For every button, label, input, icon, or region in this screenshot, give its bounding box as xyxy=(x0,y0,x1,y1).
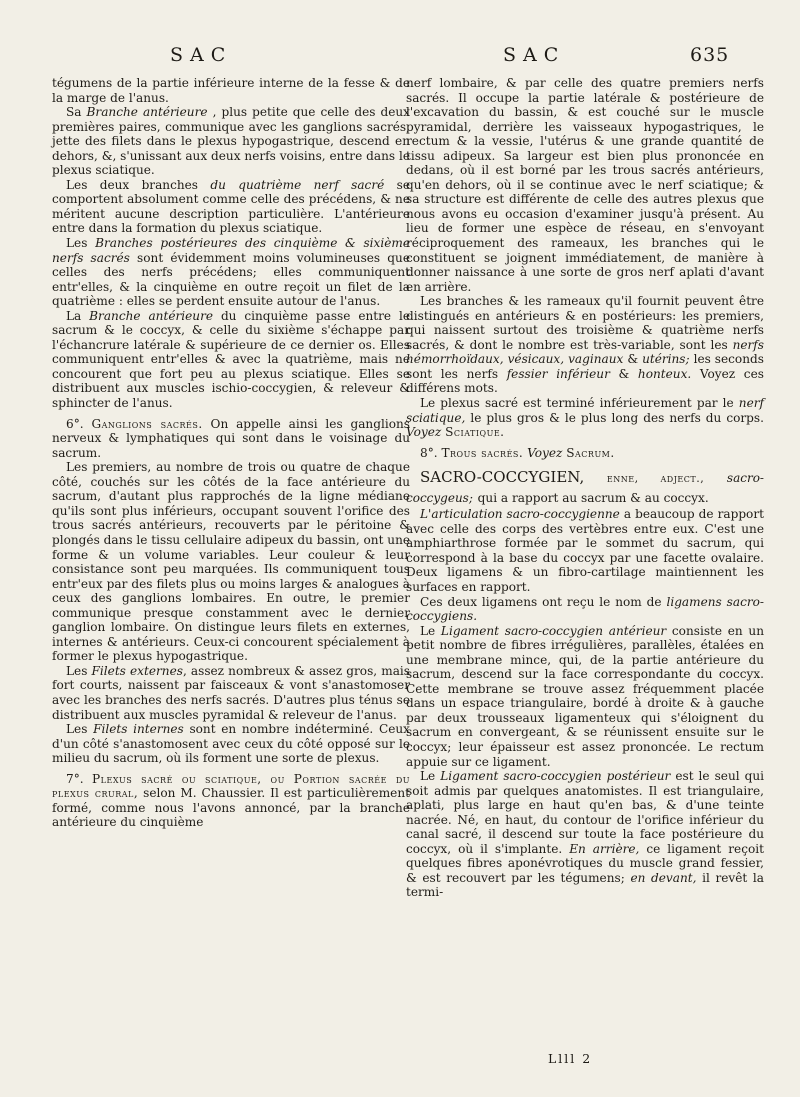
running-head-right: SAC xyxy=(503,44,566,66)
paragraph: Les Branches postérieures des cinquième & sixième nerfs sacrés sont évidemment moins volumineuses que celles des nerfs précédens; elles communiquent entr'elles, & la cinquième en outre reçoit un filet de la quatrième : elles se perdent ensuite autour de l'anus. xyxy=(52,236,410,309)
entry-definition: qui a rapport au sacrum & au coccyx. xyxy=(477,491,709,506)
cross-reference: Voyez xyxy=(527,445,563,460)
paragraph: Le Ligament sacro-coccygien antérieur consiste en un petit nombre de fibres irrégulières, parallèles, étalées en une membrane mince, qui, de la partie antérieure du sacrum, descend sur la face correspondante du coccyx. Cette membrane se trouve assez fréquemment placée dans un espace triangulaire, bordé à droite & à gauche par deux trousseaux ligamenteux qui s'éloignent du sacrum en convergeant, & se réunissent ensuite sur le coccyx; leur épaisseur est assez prononcée. Le rectum appuie sur ce ligament. xyxy=(406,623,764,769)
section-heading-8: 8°. Trous sacrés. Voyez Sacrum. xyxy=(420,445,615,460)
section-title: Trous sacrés. xyxy=(441,445,524,460)
italic-term: nerf sciatique, xyxy=(406,396,764,425)
entry-grammar: enne, adject., xyxy=(606,472,705,486)
italic-term: honteux. xyxy=(637,366,692,381)
italic-term: utérins; xyxy=(642,352,690,367)
signature-mark: Llll 2 xyxy=(548,1051,593,1066)
section-heading-7: 7°. Plexus sacré ou sciatique, ou Portion sacrée du plexus crural, selon M. Chaussier. Il est particulièrement formé, comme nous l'avons annoncé, par la branche antérieure du cinquième xyxy=(52,771,410,830)
paragraph: Les Filets externes, assez nombreux & assez gros, mais fort courts, naissent par faisceaux & vont s'anastomoser avec les branches des nerfs sacrés. D'autres plus ténus se distribuent aux muscles pyramidal & releveur de l'anus. xyxy=(52,663,410,722)
italic-term: nerfs hémorrhoïdaux, vésicaux, vaginaux xyxy=(406,337,764,367)
italic-term: ligamens sacro-coccygiens. xyxy=(406,594,764,624)
paragraph: tégumens de la partie inférieure interne de la fesse & de la marge de l'anus. xyxy=(52,76,410,105)
running-head-left: SAC xyxy=(170,44,233,66)
section-title: Plexus sacré ou sciatique, ou Portion sacrée du plexus crural, xyxy=(52,771,410,801)
entry-heading xyxy=(406,468,764,507)
italic-term: en devant, xyxy=(630,870,697,885)
italic-term: Filets internes xyxy=(93,722,184,737)
page-number: 635 xyxy=(690,44,730,66)
right-column xyxy=(406,76,764,900)
italic-term: En arrière, xyxy=(569,841,640,856)
italic-term: fessier inférieur xyxy=(506,366,610,381)
paragraph: Sa Branche antérieure , plus petite que celle des deux premières paires, communique avec les ganglions sacrés, jette des filets dans le plexus hypogastrique, descend en dehors, &, s'unissant aux deux nerfs voisins, entre dans le plexus sciatique. xyxy=(52,105,410,178)
italic-term: L'articulation sacro-coccygienne xyxy=(420,507,620,522)
paragraph: Le plexus sacré est terminé inférieurement par le nerf sciatique, le plus gros & le plus long des nerfs du corps. Voyez Sciatique. xyxy=(406,396,764,440)
left-column xyxy=(52,76,410,830)
entry-title: SACRO-COCCYGIEN, xyxy=(420,468,585,487)
paragraph: Le Ligament sacro-coccygien postérieur est le seul qui soit admis par quelques anatomistes. Il est triangulaire, aplati, plus large en haut qu'en bas, & d'une teinte nacrée. Né, en haut, du contour de l'orifice inférieur du canal sacré, il descend sur toute la face postérieure du coccyx, où il s'implante. En arrière, ce ligament reçoit quelques fibres aponévrotiques du muscle grand fessier, & est recouvert par les tégumens; en devant, il revêt la termi- xyxy=(406,769,765,900)
italic-term: du quatrième nerf sacré xyxy=(210,177,385,192)
italic-term: Branche antérieure xyxy=(89,308,214,323)
paragraph: Les Filets internes sont en nombre indéterminé. Ceux d'un côté s'anastomosent avec ceux du côté opposé sur le milieu du sacrum, où ils forment une sorte de plexus. xyxy=(52,722,410,766)
entry-latin: sacro-coccygeus; xyxy=(406,471,764,506)
paragraph: Les premiers, au nombre de trois ou quatre de chaque côté, couchés sur les côtés de la face antérieure du sacrum, d'autant plus rapprochés de la ligne médiane qu'ils sont plus inférieurs, occupant souvent l'orifice des trous sacrés antérieurs, recouverts par le péritoine & plongés dans le tissu cellulaire adipeux du bassin, ont une forme & un volume variables. Leur couleur & leur consistance sont peu marquées. Ils communiquent tous entr'eux par des filets plus ou moins larges & analogues à ceux des ganglions lombaires. En outre, le premier communique presque constamment avec le dernier ganglion lombaire. On distingue leurs filets en externes, internes & antérieurs. Ceux-ci concourent spécialement à former le plexus hypogastrique. xyxy=(52,460,411,664)
italic-term: Ligament sacro-coccygien postérieur xyxy=(440,769,671,784)
cross-reference: Voyez xyxy=(406,425,442,440)
italic-term: Branche antérieure xyxy=(86,105,208,120)
italic-term: Branches postérieures des cinquième & sixième nerfs sacrés xyxy=(52,236,410,265)
paragraph: Les branches & les rameaux qu'il fournit peuvent être distingués en antérieurs & en postérieurs: les premiers, qui naissent surtout des troisième & quatrième nerfs sacrés, & dont le nombre est très-variable, sont les nerfs hémorrhoïdaux, vésicaux, vaginaux & utérins; les seconds sont les nerfs fessier inférieur & honteux. Voyez ces différens mots. xyxy=(406,294,764,396)
section-heading-6: 6°. Ganglions sacrés. On appelle ainsi les ganglions nerveux & lymphatiques qui sont dans le voisinage du sacrum. xyxy=(52,416,410,460)
paragraph: Ces deux ligamens ont reçu le nom de ligamens sacro-coccygiens. xyxy=(406,594,764,624)
italic-term: Ligament sacro-coccygien antérieur xyxy=(440,623,667,638)
italic-term: Filets externes xyxy=(91,663,183,678)
section-title: Ganglions sacrés. xyxy=(91,416,203,431)
paragraph: L'articulation sacro-coccygienne a beaucoup de rapport avec celle des corps des vertèbres entre eux. C'est une amphiarthrose formée par le sommet du sacrum, qui correspond à la base du coccyx par une facette ovalaire. Deux ligamens & un fibro-cartilage maintiennent les surfaces en rapport. xyxy=(406,507,764,594)
paragraph: La Branche antérieure du cinquième passe entre le sacrum & le coccyx, & celle du sixième s'échappe par l'échancrure latérale & supérieure de ce dernier os. Elles communiquent entr'elles & avec la quatrième, mais ne concourent que fort peu au plexus sciatique. Elles se distribuent aux muscles ischio-coccygien, & releveur & sphincter de l'anus. xyxy=(52,308,410,411)
paragraph: Les deux branches du quatrième nerf sacré se comportent absolument comme celle des précédens, & ne méritent aucune description particulière. L'antérieure entre dans la formation du plexus sciatique. xyxy=(52,177,410,236)
paragraph: nerf lombaire, & par celle des quatre premiers nerfs sacrés. Il occupe la partie latérale & postérieure de l'excavation du bassin, & est couché sur le muscle pyramidal, derrière les vaisseaux hypogastriques, le rectum & la vessie, l'utérus & une grande quantité de tissu adipeux. Sa largeur est bien plus prononcée en dedans, où il est borné par les trous sacrés antérieurs, qu'en dehors, où il se continue avec le nerf sciatique; & sa structure est différente de celle des autres plexus que nous avons eu occasion d'examiner jusqu'à présent. Au lieu de former une espèce de réseau, en s'envoyant réciproquement des rameaux, les branches qui le constituent se joignent immédiatement, de manière à donner naissance à une sorte de gros nerf aplati d'avant en arrière. xyxy=(406,76,764,294)
cross-reference-target: Sacrum. xyxy=(566,445,615,460)
cross-reference-target: Sciatique. xyxy=(445,425,505,440)
